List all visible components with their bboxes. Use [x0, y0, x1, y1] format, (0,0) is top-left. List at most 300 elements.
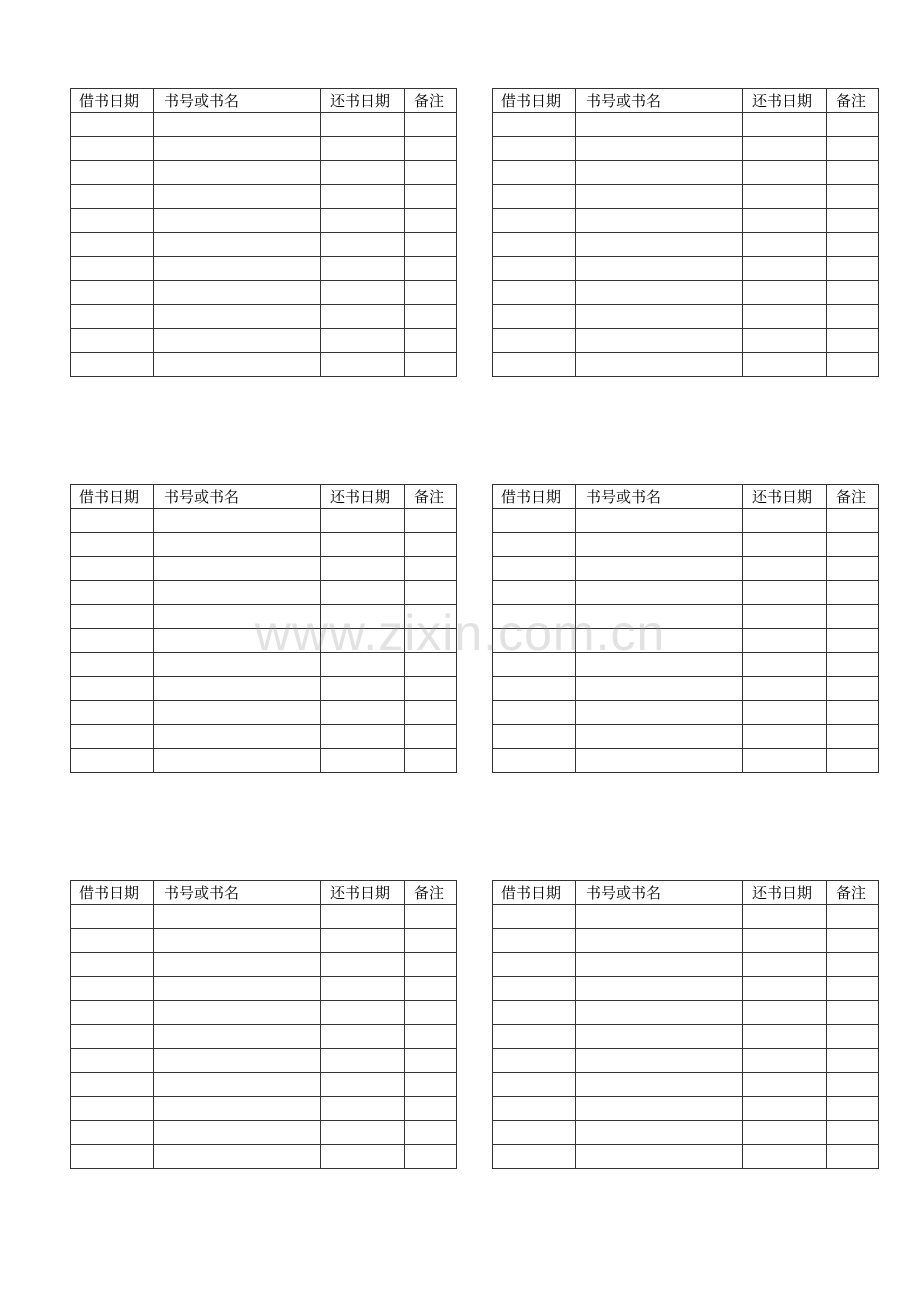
table-row	[493, 185, 879, 209]
empty-cell	[405, 605, 457, 629]
table-row	[71, 113, 457, 137]
empty-cell	[154, 1049, 321, 1073]
empty-cell	[743, 953, 827, 977]
empty-cell	[493, 977, 576, 1001]
table-row	[71, 353, 457, 377]
table-row	[71, 953, 457, 977]
empty-cell	[154, 305, 321, 329]
empty-cell	[576, 257, 743, 281]
empty-cell	[405, 629, 457, 653]
header-book-number-or-title: 书号或书名	[576, 881, 743, 905]
table-row	[71, 329, 457, 353]
table-row	[493, 209, 879, 233]
header-return-date: 还书日期	[743, 881, 827, 905]
table-row	[493, 605, 879, 629]
header-book-number-or-title: 书号或书名	[154, 881, 321, 905]
table-row	[71, 929, 457, 953]
empty-cell	[321, 581, 405, 605]
empty-cell	[576, 533, 743, 557]
empty-cell	[743, 653, 827, 677]
empty-cell	[154, 1073, 321, 1097]
header-row	[71, 89, 457, 113]
empty-cell	[827, 185, 879, 209]
empty-cell	[827, 701, 879, 725]
empty-cell	[493, 677, 576, 701]
table-row	[71, 1097, 457, 1121]
empty-cell	[405, 329, 457, 353]
empty-cell	[321, 257, 405, 281]
empty-cell	[154, 749, 321, 773]
empty-cell	[321, 281, 405, 305]
empty-cell	[827, 677, 879, 701]
empty-cell	[493, 257, 576, 281]
empty-cell	[71, 557, 154, 581]
table-row	[493, 557, 879, 581]
table-row	[493, 1121, 879, 1145]
table-row	[71, 557, 457, 581]
header-book-number-or-title: 书号或书名	[576, 485, 743, 509]
empty-cell	[71, 281, 154, 305]
table-row	[493, 353, 879, 377]
empty-cell	[321, 929, 405, 953]
empty-cell	[321, 977, 405, 1001]
empty-cell	[154, 1121, 321, 1145]
empty-cell	[321, 329, 405, 353]
empty-cell	[405, 353, 457, 377]
empty-cell	[154, 509, 321, 533]
empty-cell	[576, 1001, 743, 1025]
table-row	[71, 1025, 457, 1049]
table-row	[71, 1001, 457, 1025]
header-remarks: 备注	[827, 89, 879, 113]
empty-cell	[827, 905, 879, 929]
empty-cell	[743, 581, 827, 605]
header-remarks: 备注	[827, 485, 879, 509]
empty-cell	[71, 1145, 154, 1169]
table-row	[493, 161, 879, 185]
empty-cell	[321, 1145, 405, 1169]
borrow-record-table	[70, 880, 457, 1169]
empty-cell	[71, 233, 154, 257]
empty-cell	[493, 653, 576, 677]
empty-cell	[321, 1073, 405, 1097]
empty-cell	[576, 509, 743, 533]
empty-cell	[576, 581, 743, 605]
empty-cell	[493, 281, 576, 305]
table-row	[493, 749, 879, 773]
empty-cell	[321, 233, 405, 257]
table-row	[71, 701, 457, 725]
empty-cell	[827, 113, 879, 137]
empty-cell	[71, 905, 154, 929]
empty-cell	[576, 233, 743, 257]
table-row	[493, 1049, 879, 1073]
empty-cell	[493, 305, 576, 329]
empty-cell	[71, 533, 154, 557]
table-row	[71, 305, 457, 329]
table-row	[493, 929, 879, 953]
empty-cell	[576, 905, 743, 929]
empty-cell	[405, 1001, 457, 1025]
empty-cell	[154, 161, 321, 185]
table-row	[493, 329, 879, 353]
table-row	[71, 1121, 457, 1145]
empty-cell	[576, 113, 743, 137]
table-row	[493, 1145, 879, 1169]
empty-cell	[743, 329, 827, 353]
empty-cell	[827, 1121, 879, 1145]
empty-cell	[576, 1073, 743, 1097]
empty-cell	[154, 725, 321, 749]
empty-cell	[321, 605, 405, 629]
empty-cell	[576, 1145, 743, 1169]
empty-cell	[405, 1049, 457, 1073]
table-row	[71, 161, 457, 185]
empty-cell	[321, 509, 405, 533]
empty-cell	[154, 329, 321, 353]
empty-cell	[71, 137, 154, 161]
empty-cell	[405, 257, 457, 281]
table-row	[71, 749, 457, 773]
empty-cell	[154, 701, 321, 725]
empty-cell	[827, 1025, 879, 1049]
empty-cell	[743, 977, 827, 1001]
empty-cell	[743, 725, 827, 749]
empty-cell	[405, 953, 457, 977]
empty-cell	[405, 905, 457, 929]
empty-cell	[71, 305, 154, 329]
empty-cell	[743, 557, 827, 581]
empty-cell	[154, 605, 321, 629]
empty-cell	[405, 161, 457, 185]
empty-cell	[493, 1025, 576, 1049]
empty-cell	[576, 281, 743, 305]
borrow-record-table	[492, 88, 879, 377]
empty-cell	[154, 1097, 321, 1121]
empty-cell	[493, 629, 576, 653]
empty-cell	[71, 1073, 154, 1097]
empty-cell	[743, 1073, 827, 1097]
empty-cell	[154, 581, 321, 605]
empty-cell	[321, 557, 405, 581]
empty-cell	[743, 677, 827, 701]
empty-cell	[321, 161, 405, 185]
empty-cell	[405, 929, 457, 953]
table-row	[493, 581, 879, 605]
empty-cell	[493, 1121, 576, 1145]
empty-cell	[827, 953, 879, 977]
table-row	[71, 1073, 457, 1097]
empty-cell	[405, 533, 457, 557]
header-book-number-or-title: 书号或书名	[154, 89, 321, 113]
empty-cell	[827, 1097, 879, 1121]
empty-cell	[743, 113, 827, 137]
empty-cell	[827, 725, 879, 749]
empty-cell	[154, 905, 321, 929]
empty-cell	[405, 557, 457, 581]
table-row	[493, 257, 879, 281]
empty-cell	[405, 677, 457, 701]
empty-cell	[827, 977, 879, 1001]
empty-cell	[743, 209, 827, 233]
empty-cell	[493, 581, 576, 605]
empty-cell	[405, 725, 457, 749]
empty-cell	[827, 257, 879, 281]
empty-cell	[154, 533, 321, 557]
watermark: www.zixin.com.cn	[254, 605, 666, 661]
empty-cell	[827, 1145, 879, 1169]
empty-cell	[827, 329, 879, 353]
empty-cell	[743, 137, 827, 161]
table-row	[493, 725, 879, 749]
empty-cell	[71, 1001, 154, 1025]
empty-cell	[154, 953, 321, 977]
table-row	[493, 905, 879, 929]
empty-cell	[827, 209, 879, 233]
empty-cell	[827, 233, 879, 257]
empty-cell	[743, 185, 827, 209]
empty-cell	[321, 353, 405, 377]
empty-cell	[493, 725, 576, 749]
empty-cell	[154, 1025, 321, 1049]
table-row	[493, 977, 879, 1001]
empty-cell	[71, 257, 154, 281]
empty-cell	[405, 1025, 457, 1049]
empty-cell	[576, 557, 743, 581]
empty-cell	[71, 1049, 154, 1073]
empty-cell	[405, 581, 457, 605]
empty-cell	[743, 509, 827, 533]
empty-cell	[493, 353, 576, 377]
empty-cell	[576, 1097, 743, 1121]
empty-cell	[743, 929, 827, 953]
table-row	[71, 281, 457, 305]
empty-cell	[743, 1097, 827, 1121]
empty-cell	[321, 113, 405, 137]
empty-cell	[405, 1121, 457, 1145]
table-row	[71, 977, 457, 1001]
empty-cell	[71, 929, 154, 953]
table-row	[71, 677, 457, 701]
table-row	[493, 653, 879, 677]
empty-cell	[71, 185, 154, 209]
empty-cell	[576, 929, 743, 953]
table-row	[71, 725, 457, 749]
table-row	[493, 953, 879, 977]
table-row	[493, 1001, 879, 1025]
empty-cell	[743, 701, 827, 725]
empty-cell	[321, 1025, 405, 1049]
empty-cell	[405, 209, 457, 233]
empty-cell	[743, 1001, 827, 1025]
empty-cell	[154, 185, 321, 209]
empty-cell	[827, 509, 879, 533]
header-borrow-date: 借书日期	[493, 881, 576, 905]
empty-cell	[743, 161, 827, 185]
empty-cell	[71, 605, 154, 629]
empty-cell	[321, 209, 405, 233]
empty-cell	[154, 557, 321, 581]
empty-cell	[493, 605, 576, 629]
empty-cell	[321, 185, 405, 209]
empty-cell	[71, 977, 154, 1001]
empty-cell	[405, 113, 457, 137]
empty-cell	[154, 629, 321, 653]
table-row	[493, 1097, 879, 1121]
empty-cell	[827, 1073, 879, 1097]
empty-cell	[743, 305, 827, 329]
empty-cell	[321, 533, 405, 557]
table-row	[493, 305, 879, 329]
empty-cell	[154, 209, 321, 233]
empty-cell	[493, 557, 576, 581]
empty-cell	[321, 701, 405, 725]
empty-cell	[827, 1001, 879, 1025]
empty-cell	[154, 1001, 321, 1025]
header-row	[493, 881, 879, 905]
empty-cell	[154, 281, 321, 305]
empty-cell	[493, 509, 576, 533]
empty-cell	[154, 1145, 321, 1169]
header-return-date: 还书日期	[743, 89, 827, 113]
empty-cell	[71, 749, 154, 773]
empty-cell	[405, 653, 457, 677]
empty-cell	[493, 749, 576, 773]
empty-cell	[827, 581, 879, 605]
empty-cell	[493, 185, 576, 209]
empty-cell	[405, 749, 457, 773]
empty-cell	[71, 953, 154, 977]
empty-cell	[71, 509, 154, 533]
empty-cell	[405, 509, 457, 533]
table-row	[493, 533, 879, 557]
empty-cell	[405, 233, 457, 257]
empty-cell	[576, 305, 743, 329]
empty-cell	[405, 701, 457, 725]
header-remarks: 备注	[405, 89, 457, 113]
empty-cell	[321, 953, 405, 977]
empty-cell	[827, 629, 879, 653]
table-row	[71, 1145, 457, 1169]
empty-cell	[576, 677, 743, 701]
empty-cell	[321, 653, 405, 677]
empty-cell	[743, 533, 827, 557]
empty-cell	[743, 233, 827, 257]
table-row	[493, 629, 879, 653]
empty-cell	[827, 749, 879, 773]
empty-cell	[576, 953, 743, 977]
empty-cell	[743, 1049, 827, 1073]
empty-cell	[493, 533, 576, 557]
empty-cell	[154, 257, 321, 281]
empty-cell	[154, 113, 321, 137]
empty-cell	[405, 281, 457, 305]
header-return-date: 还书日期	[321, 881, 405, 905]
header-row	[493, 485, 879, 509]
table-row	[493, 137, 879, 161]
empty-cell	[576, 701, 743, 725]
empty-cell	[827, 281, 879, 305]
table-row	[71, 209, 457, 233]
empty-cell	[576, 329, 743, 353]
empty-cell	[743, 605, 827, 629]
empty-cell	[71, 113, 154, 137]
empty-cell	[576, 353, 743, 377]
empty-cell	[405, 185, 457, 209]
empty-cell	[827, 161, 879, 185]
table-row	[71, 257, 457, 281]
borrow-record-table	[492, 484, 879, 773]
table-row	[71, 905, 457, 929]
empty-cell	[827, 929, 879, 953]
empty-cell	[321, 1097, 405, 1121]
empty-cell	[576, 725, 743, 749]
empty-cell	[743, 749, 827, 773]
table-row	[71, 509, 457, 533]
empty-cell	[493, 905, 576, 929]
empty-cell	[405, 1145, 457, 1169]
table-row	[493, 113, 879, 137]
header-remarks: 备注	[405, 881, 457, 905]
empty-cell	[405, 1097, 457, 1121]
header-book-number-or-title: 书号或书名	[576, 89, 743, 113]
table-row	[493, 1073, 879, 1097]
empty-cell	[827, 653, 879, 677]
empty-cell	[71, 701, 154, 725]
empty-cell	[827, 305, 879, 329]
empty-cell	[493, 1145, 576, 1169]
empty-cell	[493, 701, 576, 725]
table-row	[71, 605, 457, 629]
empty-cell	[493, 233, 576, 257]
empty-cell	[154, 233, 321, 257]
table-row	[71, 137, 457, 161]
header-borrow-date: 借书日期	[71, 881, 154, 905]
empty-cell	[154, 977, 321, 1001]
empty-cell	[405, 137, 457, 161]
empty-cell	[71, 677, 154, 701]
empty-cell	[576, 1121, 743, 1145]
empty-cell	[321, 137, 405, 161]
empty-cell	[71, 209, 154, 233]
empty-cell	[321, 1049, 405, 1073]
borrow-record-table	[70, 88, 457, 377]
header-return-date: 还书日期	[321, 89, 405, 113]
empty-cell	[743, 1145, 827, 1169]
empty-cell	[493, 209, 576, 233]
empty-cell	[576, 653, 743, 677]
empty-cell	[576, 1025, 743, 1049]
header-remarks: 备注	[405, 485, 457, 509]
empty-cell	[321, 749, 405, 773]
empty-cell	[154, 929, 321, 953]
empty-cell	[154, 653, 321, 677]
empty-cell	[743, 629, 827, 653]
empty-cell	[71, 1121, 154, 1145]
empty-cell	[321, 905, 405, 929]
empty-cell	[493, 1049, 576, 1073]
empty-cell	[576, 137, 743, 161]
empty-cell	[743, 905, 827, 929]
empty-cell	[321, 1121, 405, 1145]
header-borrow-date: 借书日期	[71, 89, 154, 113]
empty-cell	[154, 137, 321, 161]
header-row	[493, 89, 879, 113]
table-row	[493, 701, 879, 725]
header-row	[71, 881, 457, 905]
empty-cell	[493, 113, 576, 137]
header-remarks: 备注	[827, 881, 879, 905]
